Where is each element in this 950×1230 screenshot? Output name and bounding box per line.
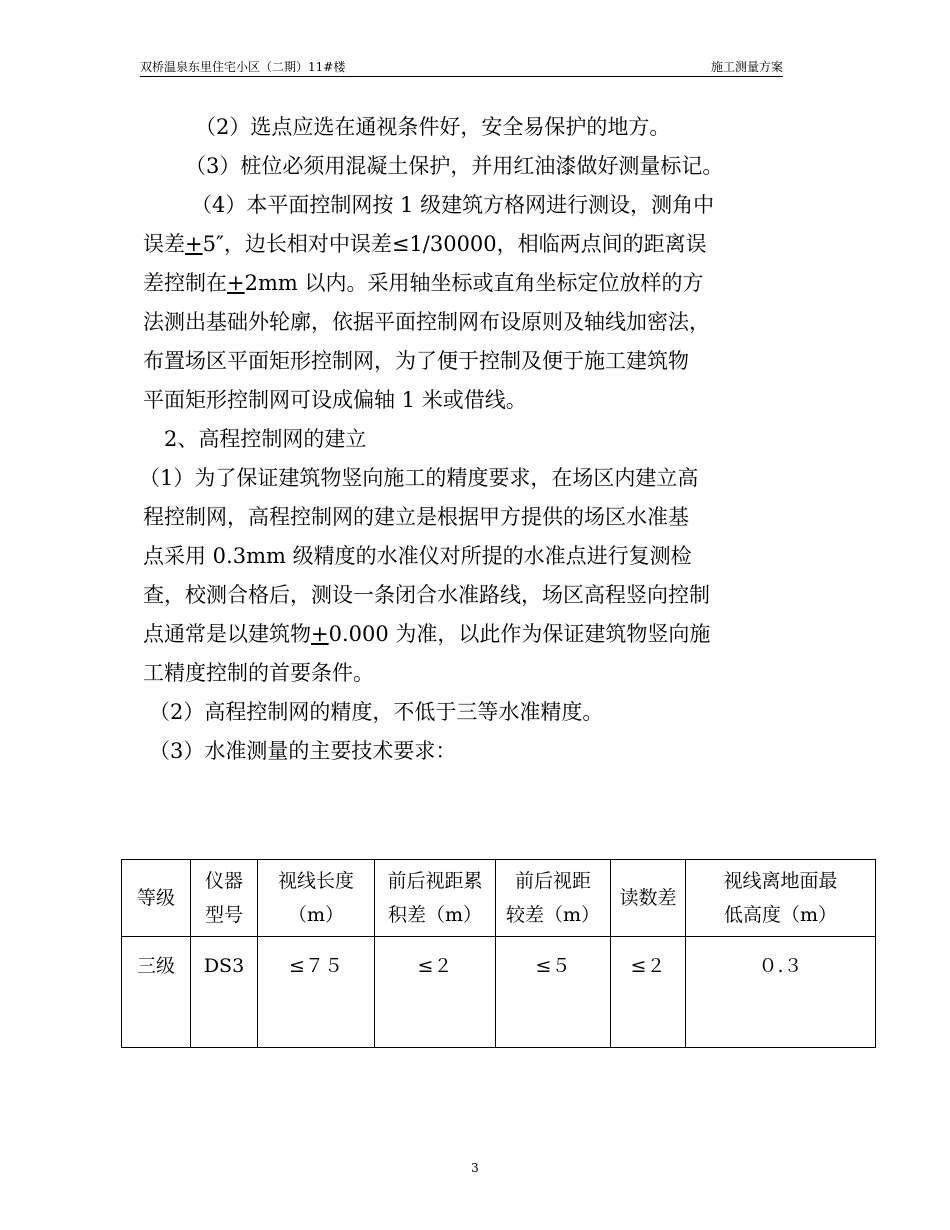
leveling-requirements-table [121, 859, 876, 1048]
document-body [139, 108, 803, 771]
elevation-item-1-line-5: 点通常是以建筑物+0.000 为准，以此作为保证建筑物竖向施 [143, 622, 711, 646]
elevation-item-3: （3）水准测量的主要技术要求： [149, 739, 457, 763]
paragraph-item-4-line-6: 平面矩形控制网可设成偏轴 1 米或借线。 [143, 388, 527, 412]
header-cell-reading-difference: 读数差 [611, 860, 686, 937]
header-cell-sight-difference: 前后视距 较差（m） [496, 860, 611, 937]
cell-min-height: ０.３ [686, 937, 876, 1048]
header-cell-instrument-model: 仪器 型号 [191, 860, 258, 937]
header-cell-sight-length: 视线长度 （m） [258, 860, 375, 937]
paragraph-item-4-line-3: 差控制在+2mm 以内。采用轴坐标或直角坐标定位放样的方 [143, 271, 704, 295]
cell-reading-difference: ≤２ [611, 937, 686, 1048]
cell-instrument-model: DS3 [191, 937, 258, 1048]
page-number: 3 [471, 1161, 479, 1175]
paragraph-item-4-line-4: 法测出基础外轮廓，依据平面控制网布设原则及轴线加密法， [143, 310, 710, 334]
cell-grade: 三级 [122, 937, 191, 1048]
elevation-item-1-line-1: （1）为了保证建筑物竖向施工的精度要求，在场区内建立高 [139, 466, 699, 490]
elevation-item-2: （2）高程控制网的精度，不低于三等水准精度。 [149, 700, 604, 724]
paragraph-item-4-line-1: （4）本平面控制网按 1 级建筑方格网进行测设，测角中 [191, 193, 715, 217]
header-cell-min-height: 视线离地面最 低高度（m） [686, 860, 876, 937]
header-cell-cumulative-difference: 前后视距累 积差（m） [375, 860, 496, 937]
paragraph-item-3: （3）桩位必须用混凝土保护，并用红油漆做好测量标记。 [185, 154, 724, 178]
elevation-item-1-line-6: 工精度控制的首要条件。 [143, 661, 374, 685]
paragraph-item-4-line-5: 布置场区平面矩形控制网，为了便于控制及便于施工建筑物 [143, 349, 689, 373]
table-row [122, 937, 876, 1048]
paragraph-item-4-line-2: 误差+5″，边长相对中误差≤1/30000，相临两点间的距离误 [143, 232, 707, 256]
cell-sight-length: ≤７５ [258, 937, 375, 1048]
elevation-item-1-line-3: 点采用 0.3mm 级精度的水准仪对所提的水准点进行复测检 [143, 544, 692, 568]
header-document-title: 施工测量方案 [710, 60, 783, 74]
header-cell-grade: 等级 [122, 860, 191, 937]
page-header [140, 58, 783, 77]
table-header-row [122, 860, 876, 937]
cell-cumulative-difference: ≤２ [375, 937, 496, 1048]
elevation-item-1-line-2: 程控制网，高程控制网的建立是根据甲方提供的场区水准基 [143, 505, 689, 529]
header-project-name: 双桥温泉东里住宅小区（二期）11#楼 [140, 60, 346, 74]
elevation-item-1-line-4: 查，校测合格后，测设一条闭合水准路线，场区高程竖向控制 [143, 583, 710, 607]
paragraph-item-2: （2）选点应选在通视条件好，安全易保护的地方。 [195, 115, 671, 139]
cell-sight-difference: ≤５ [496, 937, 611, 1048]
section-heading-elevation-network: 2、高程控制网的建立 [164, 427, 367, 451]
